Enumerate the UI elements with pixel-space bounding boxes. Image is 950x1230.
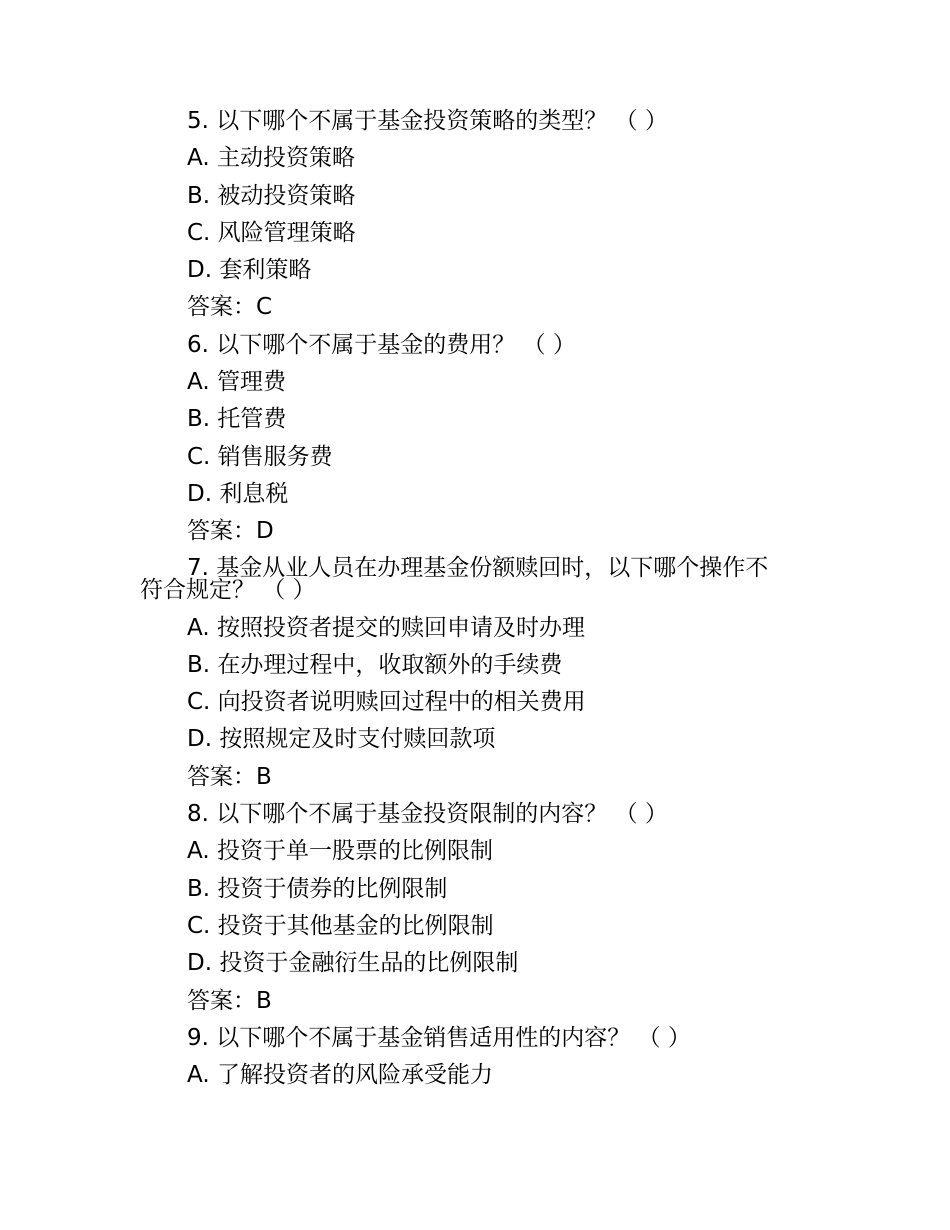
question-8-option-b: B. 投资于债券的比例限制 bbox=[187, 875, 448, 902]
question-9-text: 9. 以下哪个不属于基金销售适用性的内容？ （ ） bbox=[187, 1024, 691, 1051]
question-7-option-c: C. 向投资者说明赎回过程中的相关费用 bbox=[187, 689, 586, 716]
question-5-answer: 答案：C bbox=[187, 294, 273, 321]
question-6-option-c: C. 销售服务费 bbox=[187, 443, 333, 470]
question-6-option-a: A. 管理费 bbox=[187, 369, 286, 396]
question-6-answer: 答案：D bbox=[187, 518, 274, 545]
question-7-text-line2: 符合规定？ （ ） bbox=[140, 576, 316, 603]
question-6-option-d: D. 利息税 bbox=[187, 480, 289, 507]
question-8-option-c: C. 投资于其他基金的比例限制 bbox=[187, 912, 494, 939]
question-8-text: 8. 以下哪个不属于基金投资限制的内容？ （ ） bbox=[187, 801, 668, 828]
question-8-answer: 答案：B bbox=[187, 987, 272, 1014]
question-7-text-line1: 7. 基金从业人员在办理基金份额赎回时，以下哪个操作不 bbox=[187, 554, 769, 581]
question-5-text: 5. 以下哪个不属于基金投资策略的类型？ （ ） bbox=[187, 108, 668, 134]
question-6-text: 6. 以下哪个不属于基金的费用？ （ ） bbox=[187, 331, 576, 358]
question-7-option-a: A. 按照投资者提交的赎回申请及时办理 bbox=[187, 614, 585, 641]
question-5-option-d: D. 套利策略 bbox=[187, 257, 312, 284]
question-8-option-d: D. 投资于金融衍生品的比例限制 bbox=[187, 950, 519, 977]
question-7-answer: 答案：B bbox=[187, 763, 272, 790]
question-list bbox=[140, 103, 820, 1094]
question-8-option-a: A. 投资于单一股票的比例限制 bbox=[187, 838, 493, 865]
question-6-option-b: B. 托管费 bbox=[187, 406, 287, 433]
question-5-option-b: B. 被动投资策略 bbox=[187, 182, 356, 209]
question-5-option-c: C. 风险管理策略 bbox=[187, 219, 356, 246]
question-7-option-b: B. 在办理过程中，收取额外的手续费 bbox=[187, 651, 563, 678]
question-7-text bbox=[140, 554, 820, 603]
question-7-option-d: D. 按照规定及时支付赎回款项 bbox=[187, 726, 496, 753]
question-5-option-a: A. 主动投资策略 bbox=[187, 145, 355, 172]
question-9-option-a: A. 了解投资者的风险承受能力 bbox=[187, 1062, 493, 1089]
